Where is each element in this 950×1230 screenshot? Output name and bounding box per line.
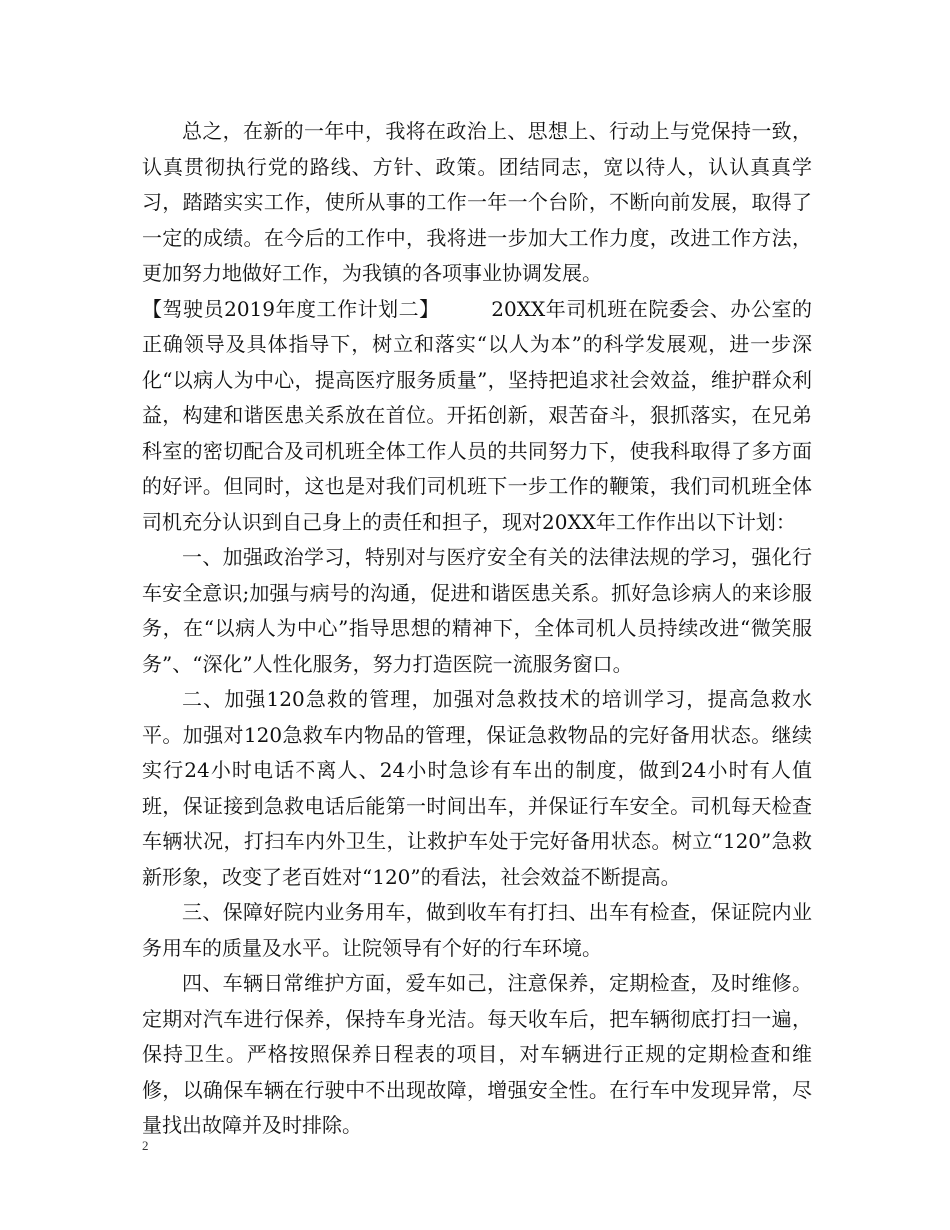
paragraph-item-2	[142, 682, 812, 895]
paragraph-plan-intro	[142, 292, 812, 541]
page-number: 2	[142, 1138, 149, 1153]
section-heading: 【驾驶员2019年度工作计划二】	[142, 296, 430, 321]
paragraph-text: 二、加强120急救的管理，加强对急救技术的培训学习，提高急救水平。加强对120急救车内物品的管理，保证急救物品的完好备用状态。继续实行24小时电话不离人、24小时急诊有车出的制度，做到24小时有人值班，保证接到急救电话后能第一时间出车，并保证行车安全。司机每天检查车辆状况，打扫车内外卫生，让救护车处于完好备用状态。树立“120”急救新形象，改变了老百姓对“120”的看法，社会效益不断提高。	[142, 687, 812, 889]
paragraph-item-4	[142, 966, 812, 1144]
document-body	[142, 114, 812, 1144]
paragraph-text: 一、加强政治学习，特别对与医疗安全有关的法律法规的学习，强化行车安全意识;加强与病号的沟通，促进和谐医患关系。抓好急诊病人的来诊服务，在“以病人为中心”指导思想的精神下，全体司机人员持续改进“微笑服务”、“深化”人性化服务，努力打造医院一流服务窗口。	[142, 545, 812, 676]
paragraph-text: 20XX年司机班在院委会、办公室的正确领导及具体指导下，树立和落实“以人为本”的科学发展观，进一步深化“以病人为中心，提高医疗服务质量”，坚持把追求社会效益，维护群众利益，构建和谐医患关系放在首位。开拓创新，艰苦奋斗，狠抓落实，在兄弟科室的密切配合及司机班全体工作人员的共同努力下，使我科取得了多方面的好评。但同时，这也是对我们司机班下一步工作的鞭策，我们司机班全体司机充分认识到自己身上的责任和担子，现对20XX年工作作出以下计划：	[142, 296, 813, 534]
paragraph-text: 三、保障好院内业务用车，做到收车有打扫、出车有检查，保证院内业务用车的质量及水平。让院领导有个好的行车环境。	[142, 900, 812, 960]
paragraph-summary	[142, 114, 812, 292]
paragraph-item-3	[142, 895, 812, 966]
paragraph-text: 总之，在新的一年中，我将在政治上、思想上、行动上与党保持一致，认真贯彻执行党的路线、方针、政策。团结同志，宽以待人，认认真真学习，踏踏实实工作，使所从事的工作一年一个台阶，不断向前发展，取得了一定的成绩。在今后的工作中，我将进一步加大工作力度，改进工作方法，更加努力地做好工作，为我镇的各项事业协调发展。	[142, 119, 812, 285]
paragraph-text: 四、车辆日常维护方面，爱车如己，注意保养，定期检查，及时维修。定期对汽车进行保养，保持车身光洁。每天收车后，把车辆彻底打扫一遍，保持卫生。严格按照保养日程表的项目，对车辆进行正规的定期检查和维修，以确保车辆在行驶中不出现故障，增强安全性。在行车中发现异常，尽量找出故障并及时排除。	[142, 971, 812, 1137]
paragraph-item-1	[142, 540, 812, 682]
heading-gap	[430, 297, 492, 321]
